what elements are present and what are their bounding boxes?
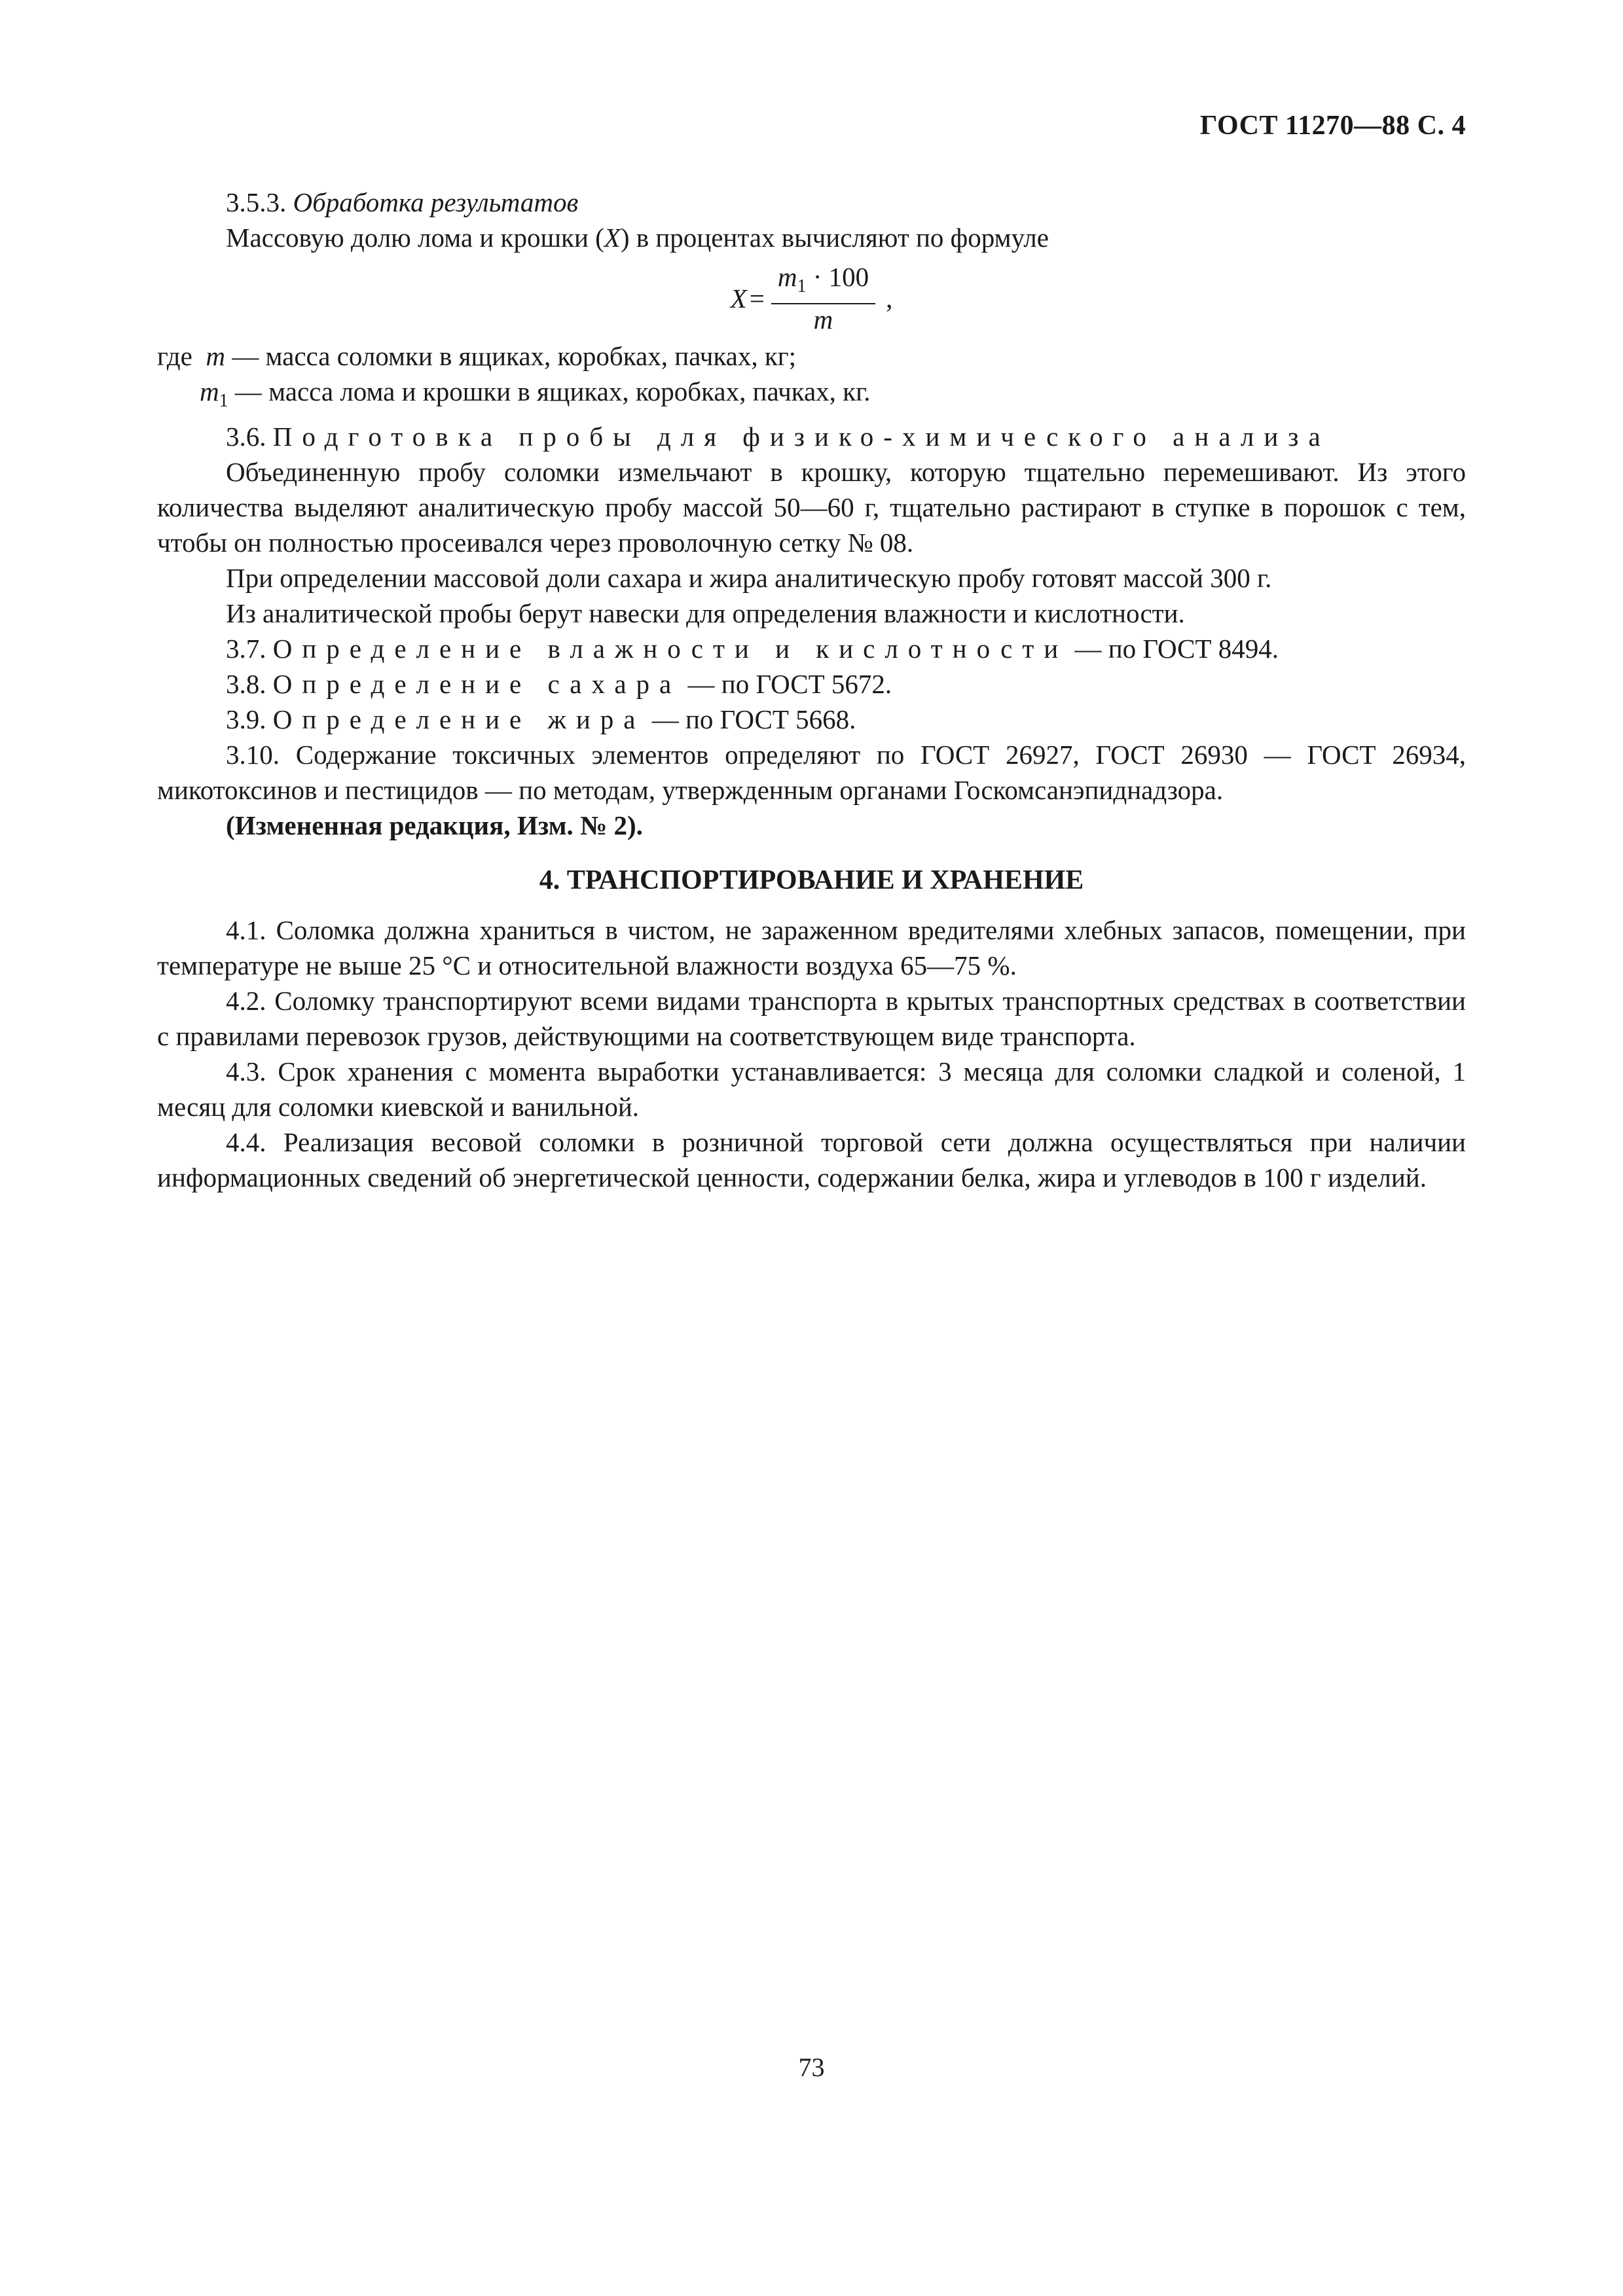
page-number: 73	[798, 2053, 825, 2082]
definition-text: — масса лома и крошки в ящиках, коробках, пачках, кг.	[228, 376, 871, 407]
formula-equals: =	[749, 283, 765, 314]
section-4-title: 4. ТРАНСПОРТИРОВАНИЕ И ХРАНЕНИЕ	[539, 865, 1084, 896]
formula-intro-text-a: Массовую долю лома и крошки (	[226, 223, 604, 253]
definition-m1	[157, 374, 1466, 419]
numerator-rest: · 100	[806, 262, 869, 292]
formula-tail: ,	[886, 283, 893, 314]
paragraph-4-1: 4.1. Соломка должна храниться в чистом, не зараженном вредителями хлебных запасов, помещении, при температуре не выше 25 °С и относительной влажности воздуха 65—75 %.	[157, 915, 1466, 981]
formula-denominator: m	[813, 304, 833, 335]
subsection-3-5-3-heading	[157, 185, 1466, 220]
subsection-title: Обработка результатов	[293, 187, 579, 217]
subsection-reference: — по ГОСТ 5672.	[681, 669, 892, 700]
numerator-variable: m	[777, 262, 797, 292]
formula-numerator	[771, 262, 875, 304]
page-content	[157, 185, 1466, 1195]
page-header: ГОСТ 11270—88 С. 4	[1199, 111, 1466, 141]
definition-text: — масса соломки в ящиках, коробках, пачках, кг;	[225, 341, 796, 372]
subsection-reference: — по ГОСТ 5668.	[645, 704, 856, 735]
formula-lhs: X	[730, 283, 747, 314]
subsection-title: Определение влажности и кислотности	[272, 634, 1068, 664]
definition-variable: m	[200, 376, 219, 407]
formula-intro-text-b: ) в процентах вычисляют по формуле	[620, 223, 1049, 253]
formula-intro-variable: X	[604, 223, 621, 253]
subsection-number: 3.7.	[226, 634, 266, 664]
definition-m	[157, 338, 1466, 374]
amendment-note: (Измененная редакция, Изм. № 2).	[226, 810, 643, 841]
definition-lead: где	[157, 341, 192, 372]
formula-intro	[157, 220, 1466, 255]
subsection-reference: — по ГОСТ 8494.	[1068, 634, 1279, 664]
subsection-number: 3.9.	[226, 704, 266, 735]
subsection-number: 3.6.	[226, 422, 266, 452]
definition-subscript: 1	[219, 391, 228, 412]
paragraph-4-4: 4.4. Реализация весовой соломки в розничной торговой сети должна осуществляться при наличии информационных сведений об энергетической ценности, содержании белка, жира и углеводов в 100 г изделий.	[157, 1127, 1466, 1193]
subsection-3-8	[157, 666, 1466, 702]
mass-fraction-formula	[157, 262, 1466, 334]
paragraph: Объединенную пробу соломки измельчают в крошку, которую тщательно перемешивают. Из этого количества выделяют аналитическую пробу массой 50—60 г, тщательно растирают в ступке в порошок с тем, чтобы он полностью просеивался через проволочную сетку № 08.	[157, 457, 1466, 558]
subsection-title: Определение сахара	[272, 669, 682, 700]
subsection-3-9	[157, 702, 1466, 737]
subsection-number: 3.8.	[226, 669, 266, 700]
paragraph-4-2: 4.2. Соломку транспортируют всеми видами транспорта в крытых транспортных средствах в соответствии с правилами перевозок грузов, действующими на соответствующем виде транспорта.	[157, 986, 1466, 1052]
subsection-title: Подготовка пробы для физико-химического анализа	[272, 422, 1330, 452]
paragraph: При определении массовой доли сахара и жира аналитическую пробу готовят массой 300 г.	[226, 563, 1272, 594]
subsection-title: Определение жира	[272, 704, 646, 735]
subsection-3-10: 3.10. Содержание токсичных элементов определяют по ГОСТ 26927, ГОСТ 26930 — ГОСТ 26934, микотоксинов и пестицидов — по методам, утвержденным органами Госкомсанэпиднадзора.	[157, 740, 1466, 806]
paragraph: Из аналитической пробы берут навески для определения влажности и кислотности.	[226, 598, 1185, 629]
subsection-3-7	[157, 631, 1466, 666]
subsection-number: 3.5.3.	[226, 187, 287, 217]
numerator-subscript: 1	[797, 276, 807, 297]
definition-variable: m	[206, 341, 225, 372]
formula-fraction	[771, 262, 875, 334]
subsection-3-6-heading	[157, 419, 1466, 454]
paragraph-4-3: 4.3. Срок хранения с момента выработки устанавливается: 3 месяца для соломки сладкой и соленой, 1 месяц для соломки киевской и ванильной.	[157, 1056, 1466, 1122]
